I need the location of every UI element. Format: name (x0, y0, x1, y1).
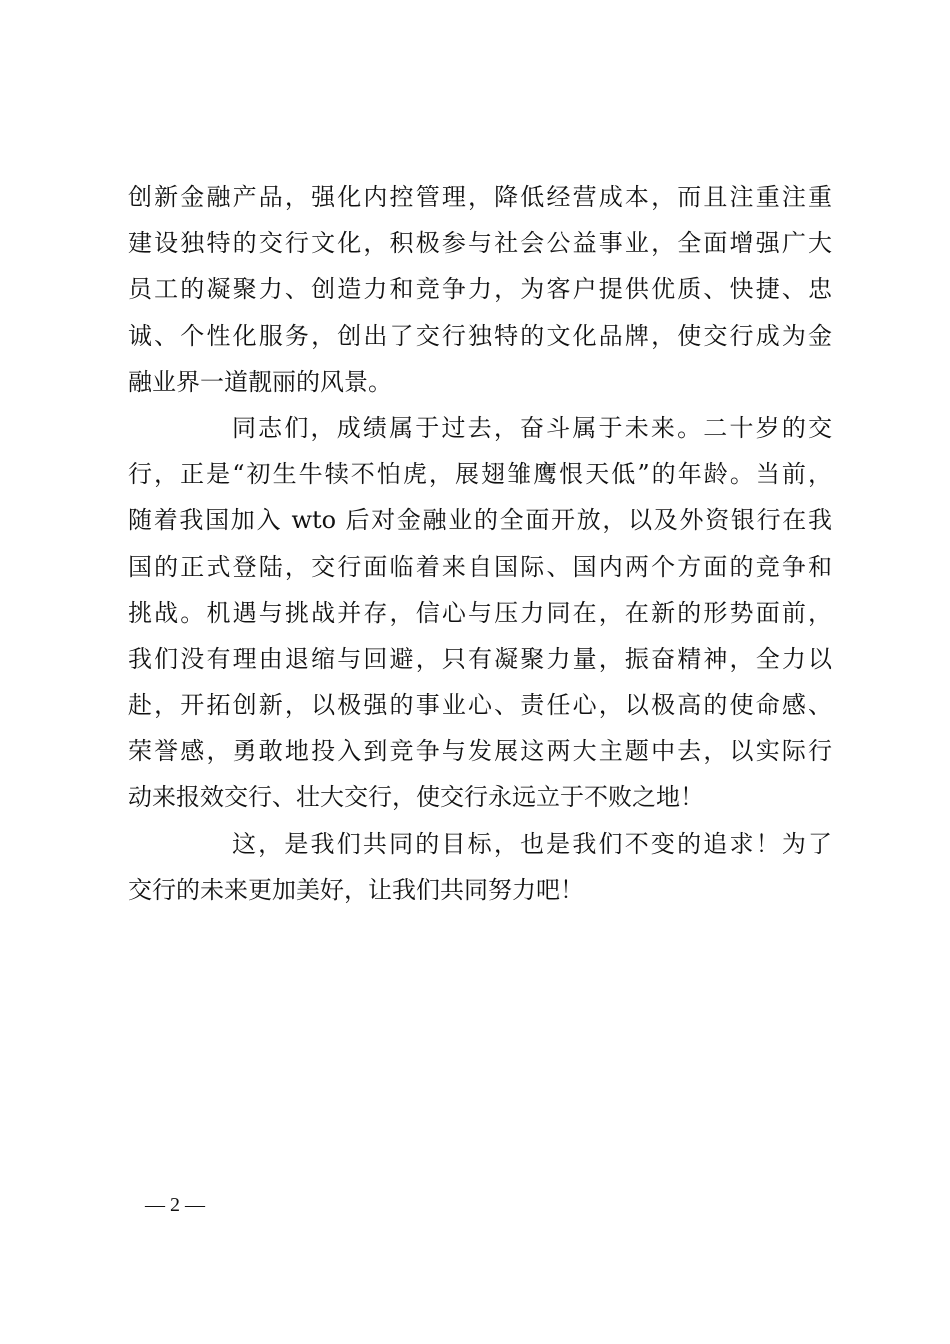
text-line: 挑战。机遇与挑战并存，信心与压力同在，在新的形势面前， (128, 598, 832, 627)
paragraph (128, 174, 832, 405)
page-number: — 2 — (145, 1194, 205, 1216)
text-line: 诚、个性化服务，创出了交行独特的文化品牌，使交行成为金 (128, 321, 832, 350)
text-line: 交行的未来更加美好，让我们共同努力吧！ (128, 875, 584, 904)
body-text (128, 174, 832, 913)
text-line: 随着我国加入 wto 后对金融业的全面开放，以及外资银行在我 (128, 506, 832, 535)
paragraph (128, 821, 832, 913)
text-line: 荣誉感，勇敢地投入到竞争与发展这两大主题中去，以实际行 (128, 737, 832, 766)
paragraph (128, 405, 832, 821)
text-line: 创新金融产品，强化内控管理，降低经营成本，而且注重注重 (128, 183, 832, 211)
text-line: 这，是我们共同的目标，也是我们不变的追求！为了 (232, 829, 832, 858)
text-line: 我们没有理由退缩与回避，只有凝聚力量，振奋精神，全力以 (128, 644, 832, 673)
text-line: 融业界一道靓丽的风景。 (128, 367, 392, 396)
text-line: 建设独特的交行文化，积极参与社会公益事业，全面增强广大 (128, 229, 832, 258)
text-line: 员工的凝聚力、创造力和竞争力，为客户提供优质、快捷、忠 (128, 275, 832, 304)
text-line: 国的正式登陆，交行面临着来自国际、国内两个方面的竞争和 (128, 552, 832, 581)
text-line: 同志们，成绩属于过去，奋斗属于未来。二十岁的交 (232, 413, 832, 442)
text-line: 赴，开拓创新，以极强的事业心、责任心，以极高的使命感、 (128, 691, 832, 720)
text-line: 动来报效交行、壮大交行，使交行永远立于不败之地！ (128, 783, 704, 812)
text-line: 行，正是“初生牛犊不怕虎，展翅雏鹰恨天低”的年龄。当前， (128, 460, 832, 489)
